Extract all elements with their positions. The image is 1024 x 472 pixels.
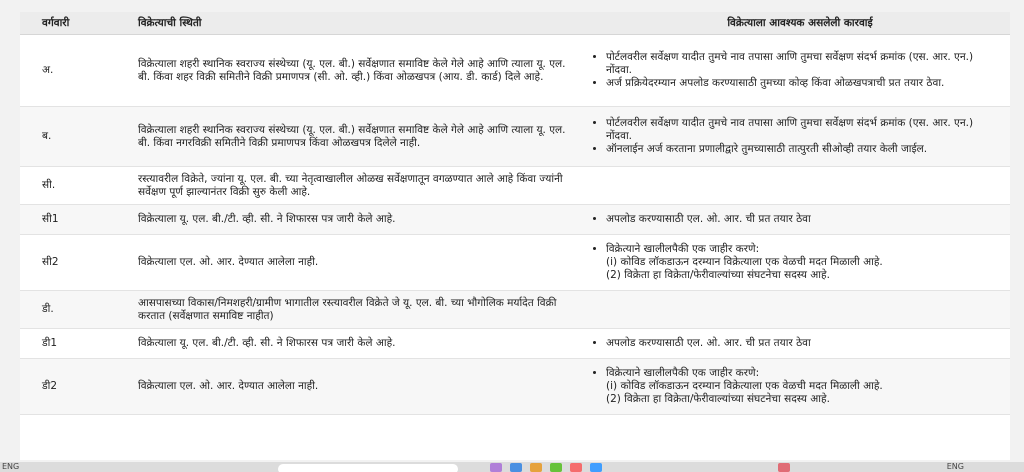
taskbar-language-right: ENG — [946, 462, 964, 471]
required-action-cell — [590, 205, 1010, 235]
taskbar-app-icon[interactable] — [550, 463, 562, 472]
category-cell: डी. — [20, 291, 138, 329]
vendor-status-cell: रस्त्यावरील विक्रेते, ज्यांना यू. एल. बी. च्या नेतृत्वाखालील ओळख सर्वेक्षणातून वगळण्यात आले आहे किंवा ज्यांनी सर्वेक्षण पूर्ण झाल्यानंतर विक्री सुरु केली आहे. — [138, 167, 590, 205]
vendor-status-cell: विक्रेत्याला शहरी स्थानिक स्वराज्य संस्थेच्या (यू. एल. बी.) सर्वेक्षणात समाविष्ट केले गेले आहे आणि त्याला यू. एल. बी. किंवा शहर विक्री समितीने विक्री प्रमाणपत्र (सी. ओ. व्ही.) किंवा ओळखपत्र (आय. डी. कार्ड) दिले आहे. — [138, 35, 590, 107]
required-action-cell — [590, 35, 1010, 107]
vendor-status-cell: विक्रेत्याला यू. एल. बी./टी. व्ही. सी. ने शिफारस पत्र जारी केले आहे. — [138, 329, 590, 359]
action-item: • पोर्टलवरील सर्वेक्षण यादीत तुमचे नाव तपासा आणि तुमचा सर्वेक्षण संदर्भ क्रमांक (एस. आर. एन.) नोंदवा. — [606, 51, 988, 77]
required-action-cell — [590, 107, 1010, 167]
taskbar-app-icon[interactable] — [530, 463, 542, 472]
table-row — [20, 235, 1010, 291]
eligibility-table-panel — [20, 12, 1010, 460]
header-required-action: विक्रेत्याला आवश्यक असलेली कारवाई — [590, 12, 1010, 35]
header-category: वर्गवारी — [20, 12, 138, 35]
action-sub-item: (i) कोविड लॉकडाऊन दरम्यान विक्रेत्याला एक वेळची मदत मिळाली आहे. — [606, 380, 883, 392]
required-action-cell — [590, 167, 1010, 205]
action-list — [590, 243, 988, 282]
action-sub-item: (i) कोविड लॉकडाऊन दरम्यान विक्रेत्याला एक वेळची मदत मिळाली आहे. — [606, 256, 883, 268]
category-cell: सी2 — [20, 235, 138, 291]
vendor-status-cell: विक्रेत्याला यू. एल. बी./टी. व्ही. सी. ने शिफारस पत्र जारी केले आहे. — [138, 205, 590, 235]
action-list — [590, 213, 988, 226]
taskbar-app-icon[interactable] — [590, 463, 602, 472]
category-cell: ब. — [20, 107, 138, 167]
table-row — [20, 359, 1010, 415]
action-item: • अपलोड करण्यासाठी एल. ओ. आर. ची प्रत तयार ठेवा — [606, 337, 988, 350]
vendor-status-cell: विक्रेत्याला शहरी स्थानिक स्वराज्य संस्थेच्या (यू. एल. बी.) सर्वेक्षणात समाविष्ट केले गेले आहे आणि त्याला यू. एल. बी. किंवा नगरविक्री समितीने विक्री प्रमाणपत्र किंवा ओळखपत्र दिलेले नाही. — [138, 107, 590, 167]
action-list — [590, 367, 988, 406]
required-action-cell — [590, 235, 1010, 291]
taskbar — [0, 462, 1024, 472]
table-row — [20, 35, 1010, 107]
action-sub-item: (2) विक्रेता हा विक्रेता/फेरीवाल्यांच्या संघटनेचा सदस्य आहे. — [606, 269, 830, 281]
taskbar-app-icon[interactable] — [490, 463, 502, 472]
table-row — [20, 167, 1010, 205]
category-cell: डी2 — [20, 359, 138, 415]
table-row — [20, 329, 1010, 359]
required-action-cell — [590, 359, 1010, 415]
action-sub-item: (2) विक्रेता हा विक्रेता/फेरीवाल्यांच्या संघटनेचा सदस्य आहे. — [606, 393, 830, 405]
action-list — [590, 51, 988, 90]
vendor-status-cell: विक्रेत्याला एल. ओ. आर. देण्यात आलेला नाही. — [138, 359, 590, 415]
action-item: • पोर्टलवरील सर्वेक्षण यादीत तुमचे नाव तपासा आणि तुमचा सर्वेक्षण संदर्भ क्रमांक (एस. आर. एन.) नोंदवा. — [606, 117, 988, 143]
taskbar-language-left: ENG — [2, 462, 20, 471]
category-cell: अ. — [20, 35, 138, 107]
vendor-status-cell: विक्रेत्याला एल. ओ. आर. देण्यात आलेला नाही. — [138, 235, 590, 291]
header-vendor-status: विक्रेत्याची स्थिती — [138, 12, 590, 35]
action-item: • अर्ज प्रक्रियेदरम्यान अपलोड करण्यासाठी तुमच्या कोव्ह किंवा ओळखपत्राची प्रत तयार ठेवा. — [606, 77, 988, 90]
category-cell: सी. — [20, 167, 138, 205]
action-item — [606, 243, 988, 282]
taskbar-search-box[interactable] — [278, 464, 458, 472]
taskbar-app-icon[interactable] — [778, 463, 790, 472]
action-list — [590, 117, 988, 156]
action-item: • अपलोड करण्यासाठी एल. ओ. आर. ची प्रत तयार ठेवा — [606, 213, 988, 226]
action-item: • ऑनलाईन अर्ज करताना प्रणालीद्वारे तुमच्यासाठी तात्पुरती सीओव्ही तयार केली जाईल. — [606, 143, 988, 156]
vendor-status-cell: आसपासच्या विकास/निमशहरी/ग्रामीण भागातील रस्त्यावरील विक्रेते जे यू. एल. बी. च्या भौगोलिक मर्यादेत विक्री करतात (सर्वेक्षणात समाविष्ट नाहीत) — [138, 291, 590, 329]
category-cell: डी1 — [20, 329, 138, 359]
table-header-row — [20, 12, 1010, 35]
table-row — [20, 205, 1010, 235]
required-action-cell — [590, 291, 1010, 329]
category-cell: सी1 — [20, 205, 138, 235]
action-text: • विक्रेत्याने खालीलपैकी एक जाहीर करणे: — [606, 367, 760, 379]
table-row — [20, 291, 1010, 329]
action-item — [606, 367, 988, 406]
action-text: • विक्रेत्याने खालीलपैकी एक जाहीर करणे: — [606, 243, 760, 255]
taskbar-app-icon[interactable] — [510, 463, 522, 472]
taskbar-app-icon[interactable] — [570, 463, 582, 472]
vendor-category-table — [20, 12, 1010, 415]
required-action-cell — [590, 329, 1010, 359]
table-row — [20, 107, 1010, 167]
action-list — [590, 337, 988, 350]
